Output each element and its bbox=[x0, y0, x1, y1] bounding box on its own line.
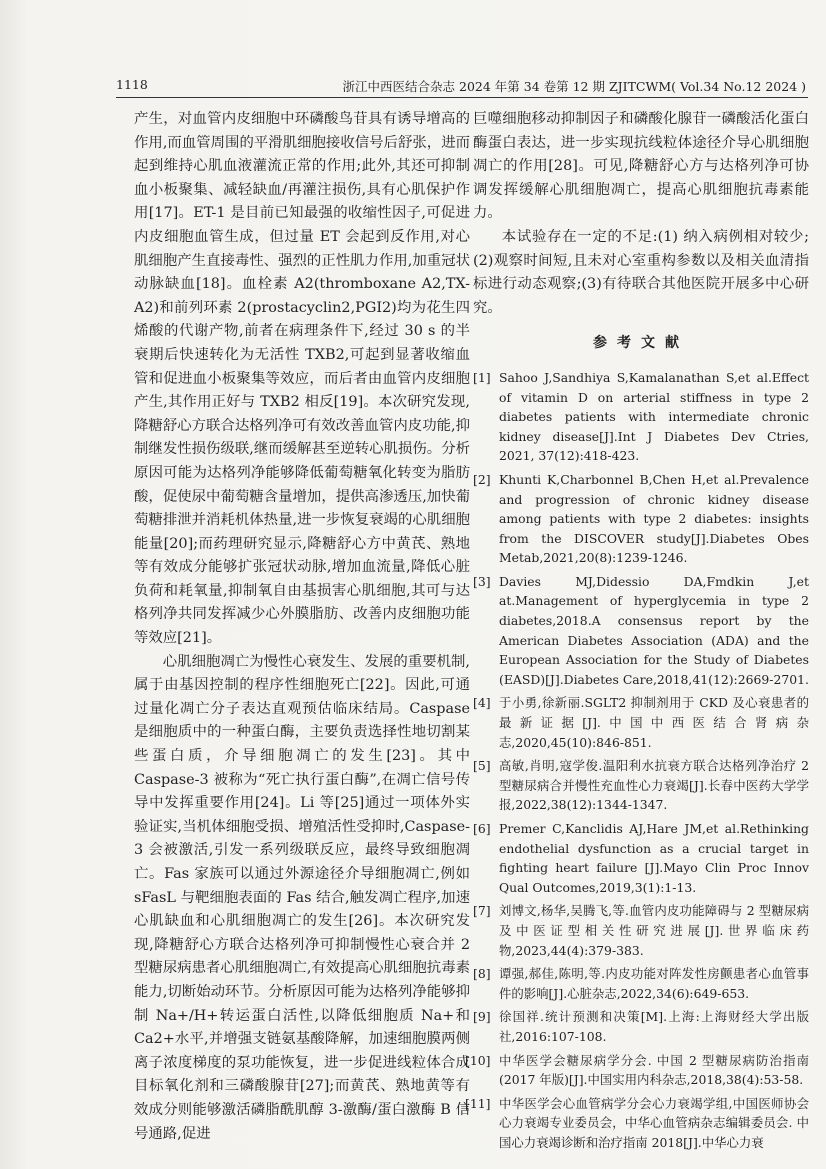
reference-number: [3] bbox=[473, 573, 491, 589]
reference-text: 刘博文,杨华,吴腾飞,等.血管内皮功能障碍与 2 型糖尿病及中医证型相关性研究进展[J].世界临床药物,2023,44(4):379-383. bbox=[499, 903, 809, 958]
reference-number: [2] bbox=[473, 471, 491, 487]
reference-text: 中华医学会心血管病学分会心力衰竭学组,中国医师协会心力衰竭专业委员会，中华心血管病杂志编辑委员会. 中国心力衰竭诊断和治疗指南 2018[J].中华心力衰 bbox=[499, 1095, 809, 1150]
reference-item bbox=[473, 572, 809, 690]
reference-text: Davies MJ,Didessio DA,Fmdkin J,et at.Management of hyperglycemia in type 2 diabetes,2018.A consensus report by the American Diabetes Association (ADA) and the European Association for the Study of Diabetes (EASD)[J].Diabetes Care,2018,41(12):2669-2701. bbox=[499, 573, 809, 687]
page-header bbox=[116, 77, 806, 97]
page-number: 1118 bbox=[116, 77, 148, 92]
reference-number: [7] bbox=[473, 903, 491, 919]
reference-item bbox=[473, 756, 809, 815]
left-column bbox=[134, 108, 470, 1146]
reference-number: [5] bbox=[473, 758, 491, 774]
reference-number: [10] bbox=[465, 1052, 491, 1068]
reference-item bbox=[473, 470, 809, 568]
reference-text: 徐国祥.统计预测和决策[M].上海:上海财经大学出版社,2016:107-108. bbox=[499, 1009, 809, 1044]
reference-item bbox=[473, 819, 809, 897]
body-paragraph: 心肌细胞凋亡为慢性心衰发生、发展的重要机制,属于由基因控制的程序性细胞死亡[22]。因此,可通过量化凋亡分子表达直观预估临床结局。Caspase 是细胞质中的一种蛋白酶，主要负责选择性地切割某些蛋白质，介导细胞凋亡的发生[23]。其中 Caspase-3 被称为“死亡执行蛋白酶”,在凋亡信号传导中发挥重要作用[24]。Li 等[25]通过一项体外实验证实,当机体细胞受损、增殖活性受抑时,Caspase-3 会被激活,引发一系列级联反应，最终导致细胞凋亡。Fas 家族可以通过外源途径介导细胞凋亡,例如 sFasL 与靶细胞表面的 Fas 结合,触发凋亡程序,加速心肌缺血和心肌细胞凋亡的发生[26]。本次研究发现,降糖舒心方联合达格列净可抑制慢性心衰合并 2 型糖尿病患者心肌细胞凋亡,有效提高心肌细胞抗毒素能力,切断始动环节。分析原因可能为达格列净能够抑制 Na+/H+转运蛋白活性,以降低细胞质 Na+和 Ca2+水平,并增强支链氨基酸降解，加速细胞膜两侧离子浓度梯度的泵功能恢复，进一步促进线粒体合成目标氧化剂和三磷酸腺苷[27];而黄芪、熟地黄等有效成分则能够激活磷脂酰肌醇 3-激酶/蛋白激酶 B 信号通路,促进 bbox=[134, 653, 470, 1142]
reference-text: 高敏,肖明,寇学俊.温阳利水抗衰方联合达格列净治疗 2 型糖尿病合并慢性充血性心力衰竭[J].长春中医药大学学报,2022,38(12):1344-1347. bbox=[499, 758, 809, 813]
reference-item bbox=[473, 693, 809, 752]
reference-item bbox=[465, 1051, 809, 1090]
reference-number: [11] bbox=[465, 1095, 491, 1111]
body-paragraph: 产生，对血管内皮细胞中环磷酸鸟苷具有诱导增高的作用,而血管周围的平滑肌细胞接收信号后舒张，进而起到维持心肌血液灌流正常的作用;此外,其还可抑制血小板聚集、减轻缺血/再灌注损伤,具有心肌保护作用[17]。ET-1 是目前已知最强的收缩性因子,可促进内皮细胞血管生成，但过量 ET 会起到反作用,对心肌细胞产生直接毒性、强烈的正性肌力作用,加重冠状动脉缺血[18]。血栓素 A2(thromboxane A2,TX-A2)和前列环素 2(prostacyclin2,PGI2)均为花生四烯酸的代谢产物,前者在病理条件下,经过 30 s 的半衰期后快速转化为无活性 TXB2,可起到显著收缩血管和促进血小板聚集等效应，而后者由血管内皮细胞产生,其作用正好与 TXB2 相反[19]。本次研究发现,降糖舒心方联合达格列净可有效改善血管内皮功能,抑制继发性损伤级联,继而缓解甚至逆转心肌损伤。分析原因可能为达格列净能够降低葡萄糖氧化转变为脂肪酸，促使尿中葡萄糖含量增加，提供高渗透压,加快葡萄糖排泄并消耗机体热量,进一步恢复衰竭的心肌细胞能量[20];而药理研究显示,降糖舒心方中黄芪、熟地等有效成分能够扩张冠状动脉,增加血流量,降低心脏负荷和耗氧量,抑制氧自由基损害心肌细胞,其可与达格列净共同发挥减少心外膜脂肪、改善内皮细胞功能等效应[21]。 bbox=[134, 111, 470, 647]
body-paragraph-continued: 巨噬细胞移动抑制因子和磷酸化腺苷一磷酸活化蛋白酶蛋白表达，进一步实现抗线粒体途径介导心肌细胞凋亡的作用[28]。可见,降糖舒心方与达格列净可协调发挥缓解心肌细胞凋亡，提高心肌细胞抗毒素能力。 bbox=[473, 111, 809, 222]
reference-number: [1] bbox=[473, 369, 491, 385]
reference-number: [8] bbox=[473, 966, 491, 982]
reference-text: Khunti K,Charbonnel B,Chen H,et al.Prevalence and progression of chronic kidney disease among patients with type 2 diabetes: insights from the DISCOVER study[J].Diabetes Obes Metab,2021,20(8):1239-1246. bbox=[499, 471, 809, 566]
journal-running-title: 浙江中西医结合杂志 2024 年第 34 卷第 12 期 ZJITCWM( Vol.34 No.12 2024 ) bbox=[342, 79, 806, 94]
reference-number: [4] bbox=[473, 695, 491, 711]
reference-text: 于小勇,徐新丽.SGLT2 抑制剂用于 CKD 及心衰患者的最新证据[J].中国中西医结合肾病杂志,2020,45(10):846-851. bbox=[499, 695, 809, 750]
reference-item bbox=[473, 1007, 809, 1046]
reference-item bbox=[465, 1094, 809, 1153]
reference-text: 谭强,郝佳,陈明,等.内皮功能对阵发性房颤患者心血管事件的影响[J].心脏杂志,2022,34(6):649-653. bbox=[499, 966, 809, 1001]
reference-text: Premer C,Kanclidis AJ,Hare JM,et al.Rethinking endothelial dysfunction as a crucial target in fighting heart failure [J].Mayo Clin Proc Innov Qual Outcomes,2019,3(1):1-13. bbox=[499, 821, 809, 895]
references-heading: 参考文献 bbox=[593, 335, 689, 352]
limitations-paragraph: 本试验存在一定的不足:(1) 纳入病例相对较少;(2)观察时间短,且未对心室重构参数以及相关血清指标进行动态观察;(3)有待联合其他医院开展多中心研究。 bbox=[473, 228, 809, 316]
reference-text: 中华医学会糖尿病学分会. 中国 2 型糖尿病防治指南(2017 年版)[J].中国实用内科杂志,2018,38(4):53-58. bbox=[499, 1052, 809, 1088]
reference-item bbox=[473, 964, 809, 1003]
reference-number: [6] bbox=[473, 821, 491, 836]
reference-item bbox=[473, 368, 809, 466]
scan-speck bbox=[120, 1138, 124, 1142]
reference-list bbox=[465, 368, 809, 1153]
right-column bbox=[465, 108, 809, 1157]
header-rule bbox=[116, 97, 808, 98]
reference-text: Sahoo J,Sandhiya S,Kamalanathan S,et al.Effect of vitamin D on arterial stiffness in type 2 diabetes patients with intermediate chronic kidney disease[J].Int J Diabetes Dev Ctries, 2021, 37(12):418-423. bbox=[499, 369, 809, 464]
reference-item bbox=[473, 901, 809, 960]
reference-number: [9] bbox=[473, 1009, 491, 1025]
